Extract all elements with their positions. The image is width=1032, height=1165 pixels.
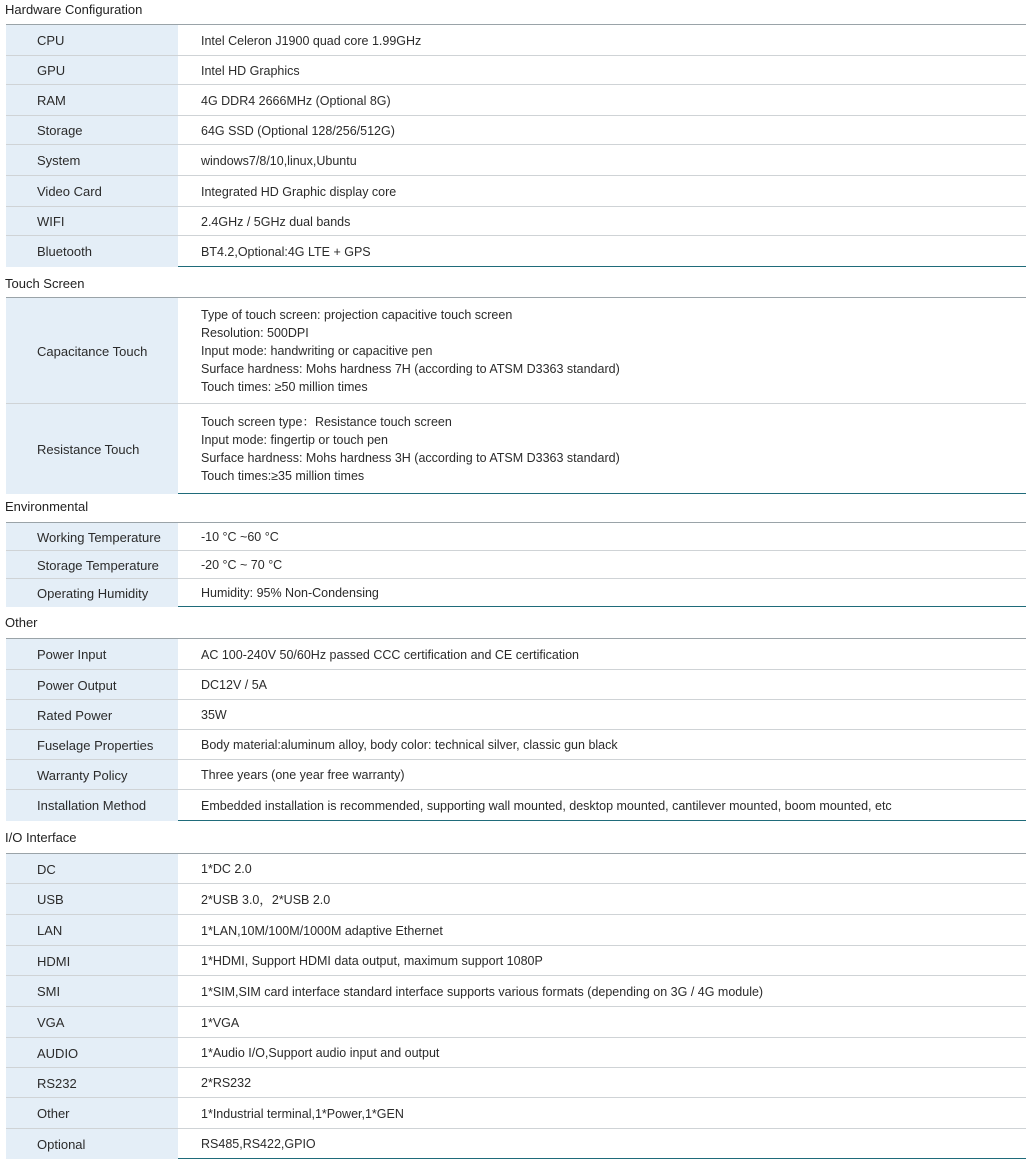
spec-value: [201, 236, 1022, 267]
spec-row: [6, 297, 1026, 404]
spec-value-line: -20 °C ~ 70 °C: [201, 558, 283, 572]
spec-value: [201, 670, 1022, 700]
spec-value-line: windows7/8/10,linux,Ubuntu: [201, 153, 357, 168]
spec-value: [201, 207, 1022, 236]
spec-row: [6, 1006, 1026, 1038]
spec-value: [201, 298, 1022, 404]
spec-row: [6, 669, 1026, 700]
spec-value-line: -10 °C ~60 °C: [201, 530, 279, 544]
spec-value-line: Type of touch screen: projection capacitive touch screen: [201, 308, 513, 322]
section-title: I/O Interface: [5, 830, 77, 845]
spec-value-line: Intel HD Graphics: [201, 63, 300, 78]
spec-value-line: DC12V / 5A: [201, 678, 268, 692]
spec-row: [6, 24, 1026, 56]
spec-label: Bluetooth: [6, 236, 178, 267]
spec-section: [6, 638, 1026, 821]
spec-value-line: BT4.2,Optional:4G LTE + GPS: [201, 244, 371, 259]
spec-value-line: 2*USB 3.0，2*USB 2.0: [201, 892, 331, 907]
spec-row: [6, 914, 1026, 946]
spec-value: [201, 915, 1022, 946]
spec-label: RAM: [6, 85, 178, 116]
spec-label: Power Input: [6, 639, 178, 670]
section-title: Touch Screen: [5, 276, 85, 291]
spec-label: DC: [6, 854, 178, 884]
spec-section: [6, 522, 1026, 607]
spec-value-line: AC 100-240V 50/60Hz passed CCC certification and CE certification: [201, 647, 579, 662]
spec-value-line: 2.4GHz / 5GHz dual bands: [201, 214, 351, 229]
spec-value: [201, 884, 1022, 915]
spec-section: [6, 297, 1026, 494]
spec-row: [6, 403, 1026, 494]
spec-value-line: 1*Industrial terminal,1*Power,1*GEN: [201, 1106, 404, 1121]
spec-row: [6, 638, 1026, 670]
spec-value-line: 1*VGA: [201, 1015, 240, 1030]
spec-row: [6, 578, 1026, 607]
spec-value: [201, 1098, 1022, 1129]
spec-value: [201, 854, 1022, 884]
spec-value-line: Input mode: fingertip or touch pen: [201, 433, 388, 447]
spec-value: [201, 116, 1022, 145]
spec-label: Fuselage Properties: [6, 730, 178, 760]
spec-row: [6, 550, 1026, 579]
section-title: Other: [5, 615, 38, 630]
spec-label: Optional: [6, 1129, 178, 1159]
spec-value-line: 4G DDR4 2666MHz (Optional 8G): [201, 93, 391, 108]
spec-value: [201, 1007, 1022, 1038]
spec-row: [6, 522, 1026, 551]
spec-label: Capacitance Touch: [6, 298, 178, 404]
spec-value-line: 64G SSD (Optional 128/256/512G): [201, 123, 395, 138]
spec-value-line: Three years (one year free warranty): [201, 768, 405, 782]
spec-value-line: RS485,RS422,GPIO: [201, 1137, 316, 1151]
spec-row: [6, 1037, 1026, 1068]
spec-row: [6, 853, 1026, 884]
spec-section: [6, 24, 1026, 267]
spec-label: Power Output: [6, 670, 178, 700]
spec-value-line: Surface hardness: Mohs hardness 7H (according to ATSM D3363 standard): [201, 362, 620, 376]
spec-value-line: 1*Audio I/O,Support audio input and output: [201, 1046, 440, 1060]
spec-label: Working Temperature: [6, 523, 178, 551]
spec-label: USB: [6, 884, 178, 915]
spec-value-line: Touch screen type：Resistance touch screen: [201, 415, 452, 429]
spec-value-line: Resolution: 500DPI: [201, 326, 309, 340]
section-title: Environmental: [5, 499, 89, 514]
spec-label: Operating Humidity: [6, 579, 178, 607]
spec-value-line: Touch times:≥35 million times: [201, 469, 365, 483]
spec-section: [6, 853, 1026, 1159]
spec-row: [6, 84, 1026, 116]
spec-value-line: Integrated HD Graphic display core: [201, 184, 397, 199]
spec-row: [6, 759, 1026, 790]
spec-value: [201, 976, 1022, 1007]
spec-label: Warranty Policy: [6, 760, 178, 790]
spec-value-line: 1*HDMI, Support HDMI data output, maximum support 1080P: [201, 954, 543, 968]
spec-value: [201, 1038, 1022, 1068]
spec-value: [201, 56, 1022, 85]
spec-label: VGA: [6, 1007, 178, 1038]
spec-value: [201, 176, 1022, 207]
spec-label: WIFI: [6, 207, 178, 236]
spec-value-line: Intel Celeron J1900 quad core 1.99GHz: [201, 33, 422, 48]
spec-row: [6, 1097, 1026, 1129]
spec-label: Video Card: [6, 176, 178, 207]
spec-value: [201, 760, 1022, 790]
spec-label: Rated Power: [6, 700, 178, 730]
spec-value: [201, 790, 1022, 821]
spec-row: [6, 175, 1026, 207]
spec-row: [6, 729, 1026, 760]
spec-row: [6, 206, 1026, 236]
spec-row: [6, 235, 1026, 267]
spec-label: HDMI: [6, 946, 178, 976]
spec-row: [6, 55, 1026, 85]
spec-value-line: 35W: [201, 708, 227, 722]
spec-value-line: 1*SIM,SIM card interface standard interface supports various formats (depending on 3G / 4G module): [201, 984, 764, 999]
spec-value: [201, 700, 1022, 730]
spec-row: [6, 699, 1026, 730]
spec-row: [6, 945, 1026, 976]
spec-value: [201, 1129, 1022, 1159]
spec-value-line: 1*LAN,10M/100M/1000M adaptive Ethernet: [201, 923, 443, 938]
spec-row: [6, 883, 1026, 915]
spec-label: LAN: [6, 915, 178, 946]
spec-label: RS232: [6, 1068, 178, 1098]
spec-value: [201, 523, 1022, 551]
spec-value-line: Body material:aluminum alloy, body color: technical silver, classic gun black: [201, 738, 618, 752]
spec-value-line: Humidity: 95% Non-Condensing: [201, 586, 379, 600]
spec-label: CPU: [6, 25, 178, 56]
spec-row: [6, 115, 1026, 145]
spec-value: [201, 730, 1022, 760]
spec-value: [201, 404, 1022, 494]
section-title: Hardware Configuration: [5, 2, 143, 17]
spec-row: [6, 789, 1026, 821]
spec-label: AUDIO: [6, 1038, 178, 1068]
spec-label: Other: [6, 1098, 178, 1129]
spec-value: [201, 579, 1022, 607]
spec-value: [201, 639, 1022, 670]
spec-row: [6, 144, 1026, 176]
spec-value-line: Surface hardness: Mohs hardness 3H (according to ATSM D3363 standard): [201, 451, 620, 465]
spec-value: [201, 25, 1022, 56]
spec-value-line: Input mode: handwriting or capacitive pen: [201, 344, 433, 358]
spec-value-line: Touch times: ≥50 million times: [201, 380, 368, 394]
spec-value: [201, 85, 1022, 116]
spec-row: [6, 1067, 1026, 1098]
spec-value-line: 1*DC 2.0: [201, 862, 252, 876]
spec-row: [6, 975, 1026, 1007]
spec-label: Storage Temperature: [6, 551, 178, 579]
spec-value: [201, 145, 1022, 176]
spec-value-line: 2*RS232: [201, 1076, 252, 1090]
spec-label: Storage: [6, 116, 178, 145]
spec-value: [201, 551, 1022, 579]
spec-label: Installation Method: [6, 790, 178, 821]
spec-label: Resistance Touch: [6, 404, 178, 494]
spec-value-line: Embedded installation is recommended, supporting wall mounted, desktop mounted, cantilever mounted, boom mounted, etc: [201, 798, 892, 813]
spec-row: [6, 1128, 1026, 1159]
spec-label: SMI: [6, 976, 178, 1007]
spec-label: System: [6, 145, 178, 176]
spec-label: GPU: [6, 56, 178, 85]
spec-value: [201, 946, 1022, 976]
spec-value: [201, 1068, 1022, 1098]
